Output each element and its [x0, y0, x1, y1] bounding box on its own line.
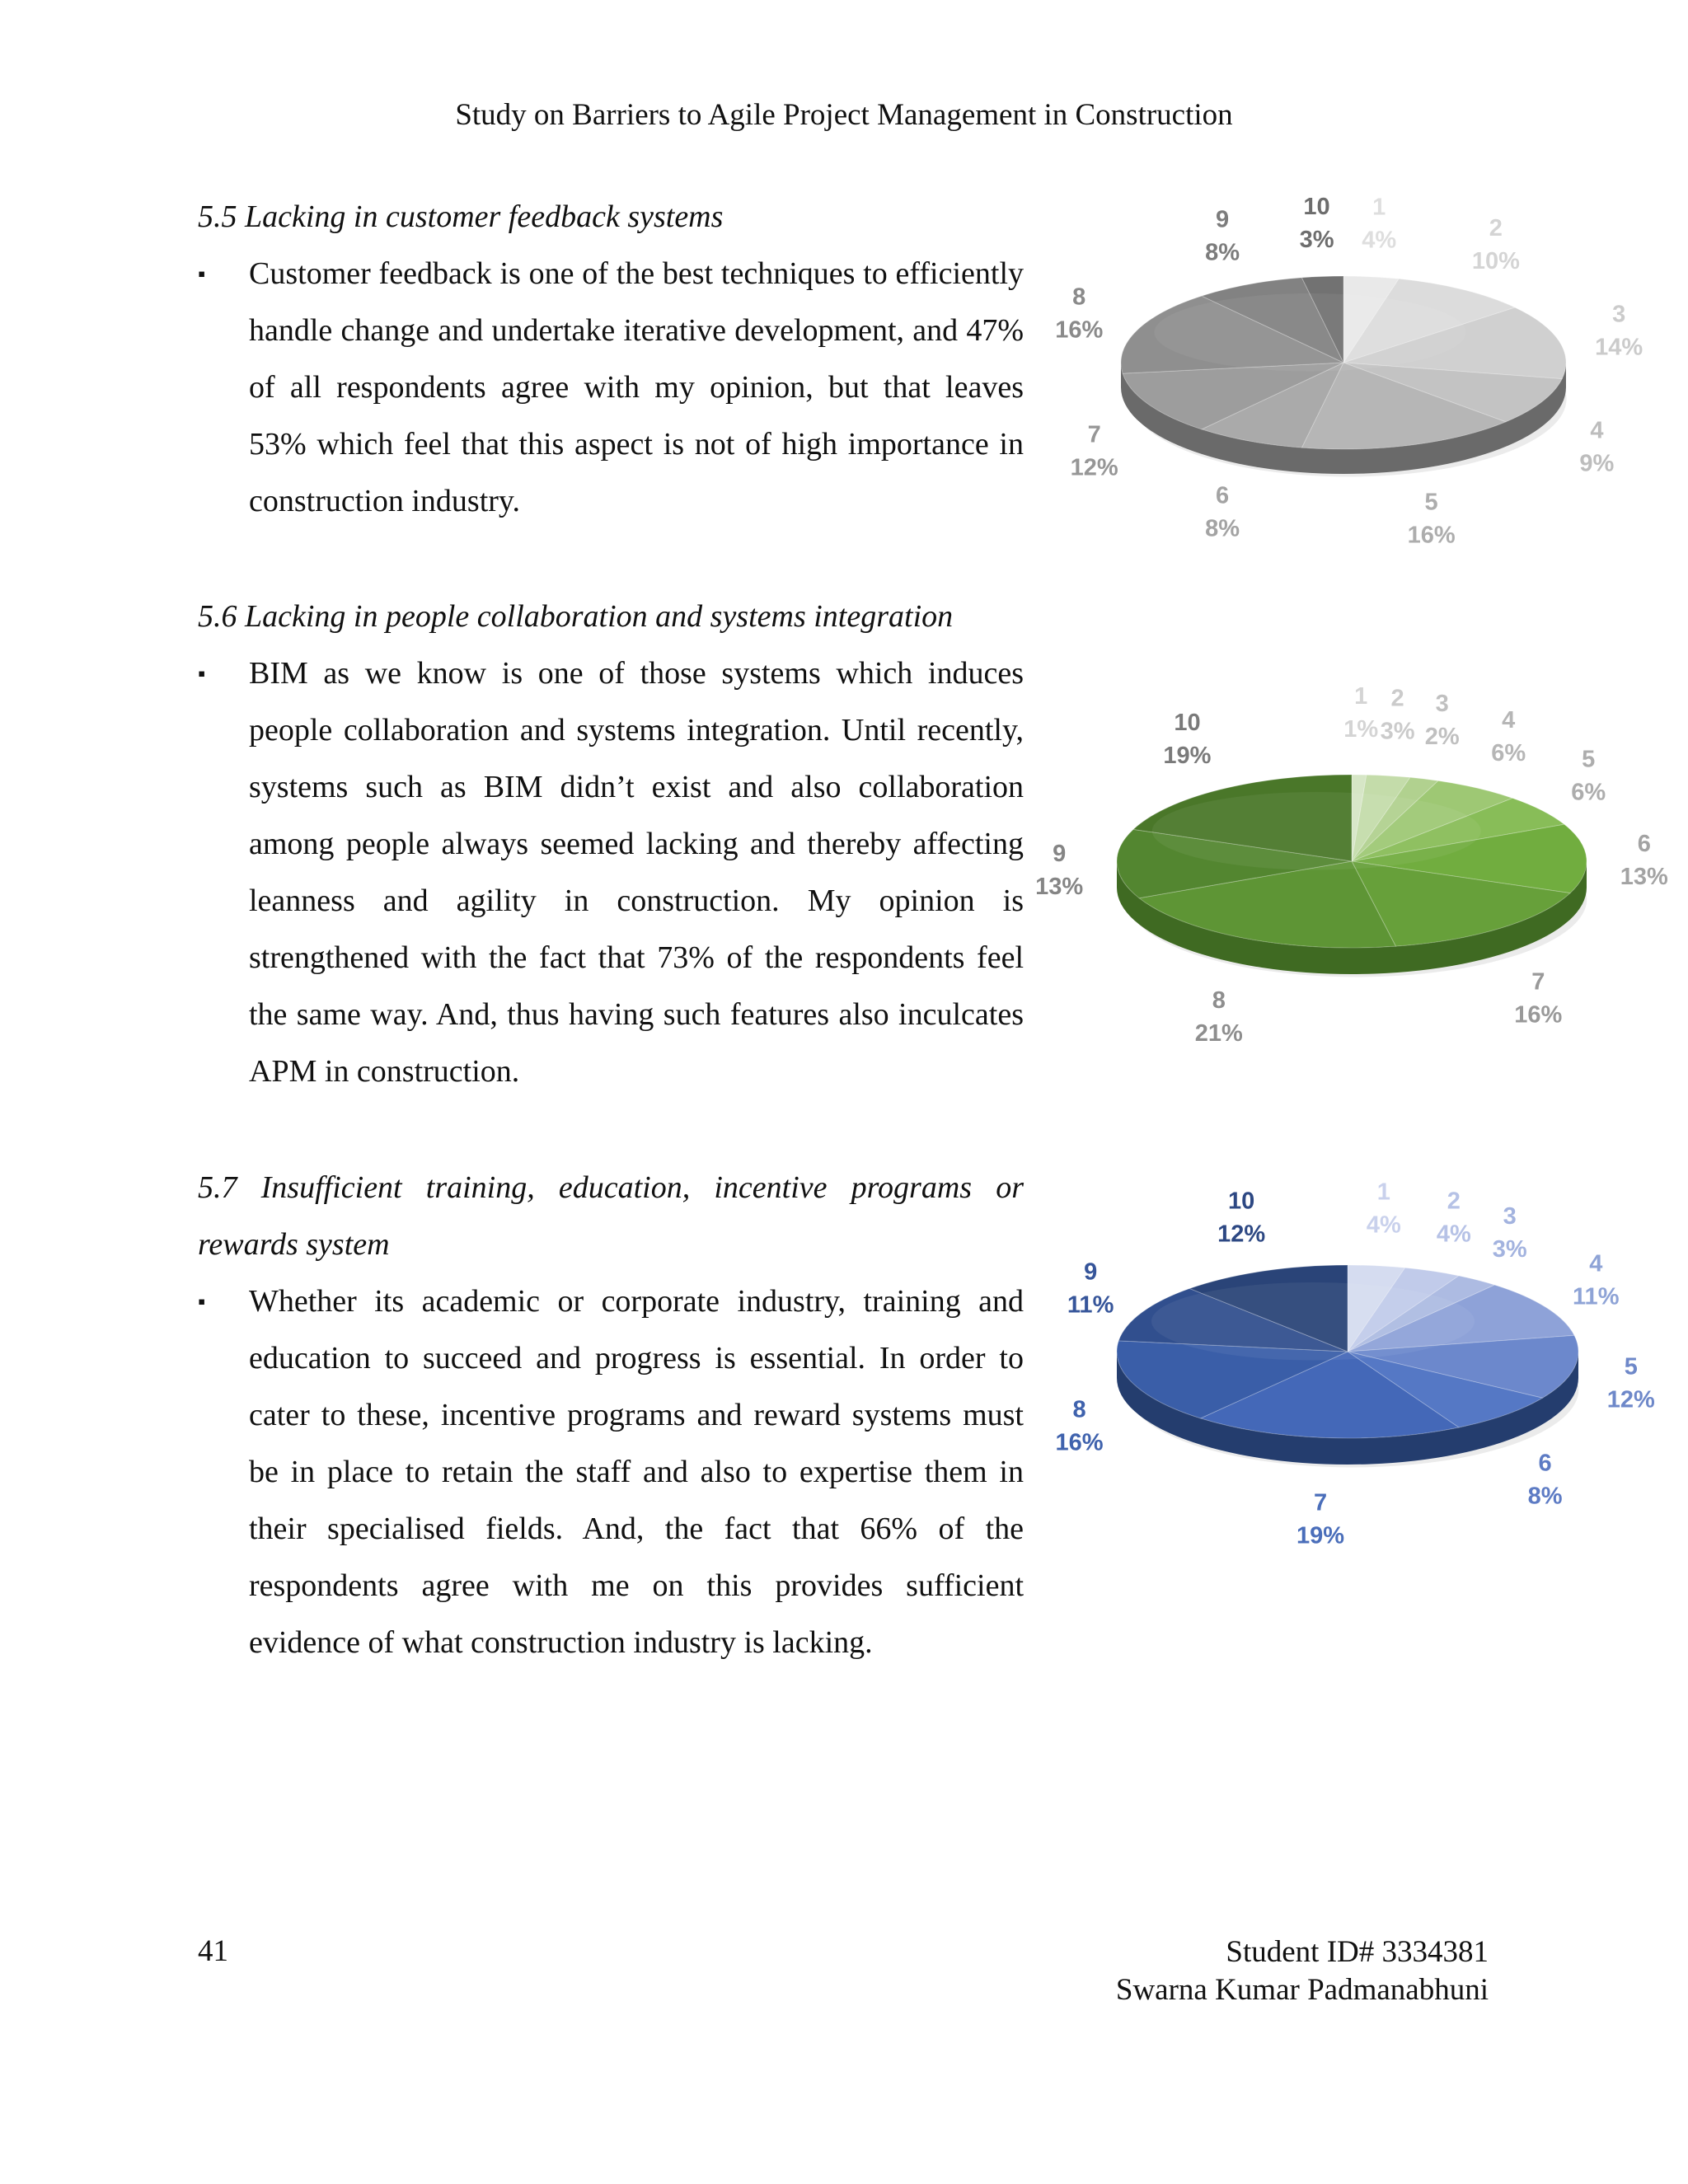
pie-percent-label: 6% [1571, 779, 1606, 806]
pie-percent-label: 12% [1070, 454, 1118, 481]
pie-percent-label: 16% [1407, 522, 1456, 549]
section-title: 5.5 Lacking in customer feedback systems [198, 199, 724, 234]
pie-highlight [1152, 792, 1481, 870]
section-5-5 [198, 189, 1024, 530]
pie-chart-training [1047, 1166, 1673, 1595]
pie-category-label: 8 [1072, 1396, 1086, 1423]
pie-percent-label: 11% [1573, 1283, 1620, 1310]
pie-category-label: 4 [1502, 706, 1516, 733]
pie-category-label: 5 [1582, 746, 1596, 773]
pie-category-label: 6 [1637, 831, 1651, 858]
pie-percent-label: 13% [1620, 864, 1668, 891]
pie-percent-label: 16% [1055, 1429, 1104, 1456]
pie-category-label: 4 [1590, 417, 1604, 444]
pie-percent-label: 16% [1055, 316, 1104, 344]
pie-percent-label: 12% [1606, 1386, 1655, 1413]
pie-category-label: 2 [1489, 215, 1503, 242]
pie-percent-label: 3% [1380, 718, 1415, 745]
pie-percent-label: 13% [1035, 873, 1084, 900]
section-5-6 [198, 588, 1024, 1100]
pie-percent-label: 14% [1595, 334, 1643, 361]
pie-category-label: 4 [1589, 1250, 1603, 1277]
pie-category-label: 5 [1424, 489, 1438, 516]
bullet-square-icon: ▪ [198, 262, 206, 286]
pie-percent-label: 19% [1163, 742, 1212, 769]
bullet-item [198, 1273, 1024, 1671]
pie-category-label: 3 [1612, 301, 1626, 328]
page-header: Study on Barriers to Agile Project Management in Construction [455, 98, 1233, 132]
pie-percent-label: 8% [1527, 1483, 1563, 1510]
pie-percent-label: 4% [1436, 1221, 1471, 1248]
pie-percent-label: 8% [1205, 239, 1240, 266]
pie-category-label: 9 [1216, 206, 1230, 233]
pie-category-label: 6 [1538, 1450, 1552, 1477]
pie-percent-label: 2% [1424, 724, 1460, 751]
pie-percent-label: 3% [1299, 226, 1334, 253]
pie-category-label: 7 [1531, 968, 1545, 996]
pie-chart-customer-feedback [1047, 190, 1673, 602]
pie-percent-label: 16% [1514, 1001, 1563, 1029]
bullet-item [198, 645, 1024, 1100]
pie-percent-label: 4% [1362, 227, 1397, 254]
student-id: Student ID# 3334381 [1226, 1935, 1489, 1969]
pie-percent-label: 12% [1217, 1221, 1266, 1248]
pie-percent-label: 9% [1579, 450, 1615, 477]
pie-percent-label: 1% [1343, 716, 1379, 743]
pie-category-label: 10 [1303, 193, 1330, 220]
pie-category-label: 10 [1174, 709, 1201, 736]
pie-highlight [1155, 293, 1466, 372]
bullet-square-icon: ▪ [198, 662, 206, 686]
pie-percent-label: 8% [1205, 515, 1240, 542]
pie-category-label: 7 [1087, 421, 1101, 448]
bullet-text: Whether its academic or corporate industry, training and education to succeed and progress is essential. In order to cater to these, incentive programs and reward systems must be in place to retain the staff and also to expertise them in their specialised fields. And, the fact that 66% of the respondents agree with me on this provides sufficient evidence of what construction industry is lacking. [249, 1284, 1024, 1660]
pie-category-label: 9 [1084, 1258, 1098, 1286]
pie-category-label: 2 [1390, 685, 1404, 712]
pie-percent-label: 10% [1471, 248, 1520, 275]
pie-category-label: 8 [1072, 284, 1086, 311]
pie-chart-collaboration [1035, 676, 1673, 1104]
pie-category-label: 10 [1228, 1188, 1255, 1215]
pie-category-label: 6 [1216, 482, 1230, 509]
pie-category-label: 3 [1503, 1203, 1517, 1230]
pie-category-label: 9 [1053, 840, 1067, 867]
bullet-text: BIM as we know is one of those systems which induces people collaboration and systems integration. Until recently, systems such as BIM didn’t exist and also collaboration among people always seemed lacking and thereby affecting leanness and agility in construction. My opinion is strengthened with the fact that 73% of the respondents feel the same way. And, thus having such features also inculcates APM in construction. [249, 656, 1024, 1089]
pie-percent-label: 3% [1492, 1236, 1527, 1263]
pie-highlight [1151, 1282, 1475, 1361]
page-number: 41 [198, 1934, 228, 1968]
pie-percent-label: 21% [1194, 1020, 1243, 1047]
pie-category-label: 1 [1354, 683, 1368, 710]
section-title: 5.6 Lacking in people collaboration and systems integration [198, 599, 954, 634]
pie-category-label: 8 [1212, 987, 1226, 1015]
section-5-7 [198, 1160, 1024, 1671]
pie-category-label: 2 [1447, 1188, 1461, 1215]
bullet-item [198, 246, 1024, 530]
pie-percent-label: 4% [1366, 1212, 1401, 1239]
author-name: Swarna Kumar Padmanabhuni [1115, 1973, 1489, 2007]
pie-category-label: 1 [1372, 194, 1386, 221]
footer-author-block [1116, 1933, 1489, 2009]
pie-category-label: 3 [1435, 691, 1449, 718]
pie-percent-label: 19% [1296, 1522, 1345, 1549]
pie-category-label: 7 [1313, 1489, 1328, 1516]
bullet-text: Customer feedback is one of the best techniques to efficiently handle change and undertake iterative development, and 47% of all respondents agree with my opinion, but that leaves 53% which feel that this aspect is not of high importance in construction industry. [249, 256, 1024, 518]
bullet-square-icon: ▪ [198, 1290, 206, 1314]
section-title: 5.7 Insufficient training, education, incentive programs or rewards system [198, 1170, 1024, 1262]
pie-category-label: 5 [1624, 1353, 1638, 1380]
pie-percent-label: 6% [1491, 739, 1526, 766]
pie-percent-label: 11% [1067, 1291, 1114, 1319]
pie-category-label: 1 [1376, 1179, 1390, 1206]
